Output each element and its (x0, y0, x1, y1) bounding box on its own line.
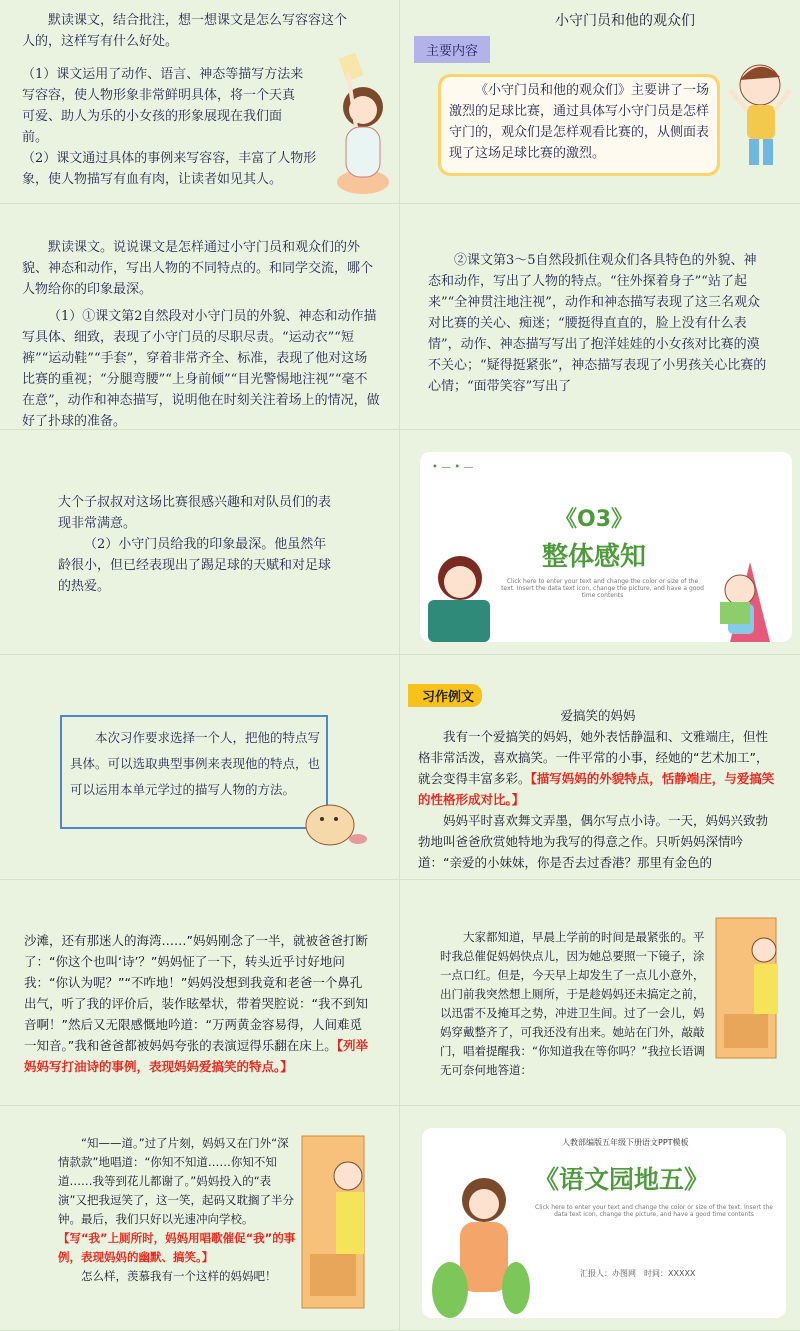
main-title: 《语文园地五》 (534, 1165, 710, 1194)
slide-9 (0, 880, 400, 1106)
time-label: 时间：XXXXX (644, 1269, 696, 1278)
hamster-illustration (300, 795, 370, 850)
section-title: 整体感知 (542, 542, 647, 572)
placeholder-text: Click here to enter your text and change the color or size of the text. Insert the data text icon, change the picture, and have a good time contents (535, 1204, 773, 1218)
essay-text (24, 930, 374, 1077)
teacher-illustration (430, 1170, 530, 1318)
main-content-badge: 主要内容 (414, 36, 490, 63)
essay-paragraph-4: 大家都知道，早晨上学前的时间是最紧张的。平时我总催促妈妈快点儿，因为她总要照一下镜子，涂一点口红。但是，今天早上却发生了一点儿小意外，出门前我突然想上厕所，于是趁妈妈还未搞定之前，以迅雷不及掩耳之势，冲进卫生间。过了一会儿，妈妈穿戴整齐了，可我还没有出来。她站在门外，敲敲门，唱着提醒我：“你知道我在等你吗？”我拉长语调无可奈何地答道： (440, 930, 705, 1077)
slide-8 (400, 655, 800, 880)
essay-paragraph-6: 怎么样，羡慕我有一个这样的妈妈吧！ (81, 1269, 277, 1283)
slide-4-text (428, 250, 768, 397)
essay-paragraph-1: 我有一个爱搞笑的妈妈，她外表恬静温和、文雅端庄，但性格非常活泼，喜欢搞笑。一件平常的小事，经她的“艺术加工”，就会变得丰富多彩。【描写妈妈的外貌特点，恬静端庄，与爱搞笑的性格形成对比。】 (418, 729, 775, 807)
example-essay-badge: 习作例文 (408, 684, 482, 707)
point-1: （1）①课文第2自然段对小守门员的外貌、神态和动作描写具体、细致，表现了小守门员的尽职尽责。“运动衣”“短裤”“运动鞋”“手套”，穿着非常齐全、标准，表现了他对这场比赛的重视；“分腿弯腰”“上身前倾”“目光警惕地注视”“毫不在意”，动作和神态描写，说明他在时刻关注着场上的情况，做好了扑球的准备。 (22, 309, 380, 429)
slide-6 (400, 430, 800, 655)
placeholder-text: Click here to enter your text and change the color or size of the text. Insert the data text icon, change the picture, and have a good time contents (501, 578, 704, 599)
reporter-label: 汇报人：办图网 (580, 1269, 636, 1278)
point-2: （2）课文通过具体的事例来写容容，丰富了人物形象，使人物描写有血有肉，让读者如见其人。 (22, 151, 317, 187)
essay-text (440, 928, 715, 1080)
slide-12 (400, 1106, 800, 1331)
point-2: （2）小守门员给我的印象最深。他虽然年龄很小，但已经表现出了踢足球的天赋和对足球的热爱。 (58, 537, 332, 594)
annotation-red: 【写“我”上厕所时，妈妈用唱歌催促“我”的事例，表现妈妈的幽默、搞笑。】 (58, 1231, 296, 1264)
point-2: ②课文第3～5自然段抓住观众们各具特色的外貌、神态和动作，写出了人物的特点。“往外探着身子”“站了起来”“全神贯注地注视”，动作和神态描写表现了这三名观众对比赛的关心、痴迷；“腰挺得直直的，脸上没有什么表情”，动作、神态描写写出了抱洋娃娃的小女孩对比赛的漠不关心；“疑得挺紧张”，神态描写表现了小男孩关心比赛的心情；“面带笑容”写出了 (428, 253, 767, 394)
slide-10 (400, 880, 800, 1106)
slide-1 (0, 0, 400, 204)
slide-7 (0, 655, 400, 880)
slide-1-text (22, 10, 352, 190)
mom-at-door-illustration (712, 914, 792, 1064)
intro-text: 默读课文，结合批注，想一想课文是怎么写容容这个人的，这样写有什么好处。 (22, 13, 348, 49)
annotation-red: 【描写妈妈的外貌特点，恬静端庄，与爱搞笑的性格形成对比。】 (418, 771, 775, 807)
slide-2 (400, 0, 800, 204)
boy-cheering-illustration (725, 55, 795, 175)
point-1: （1）课文运用了动作、语言、神态等描写方法来写容容，使人物形象非常鲜明具体，将一个天真可爱、助人为乐的小女孩的形象展现在我们面前。 (22, 67, 304, 145)
essay-text (418, 705, 778, 873)
slide-11 (0, 1106, 400, 1331)
title-card (422, 1128, 786, 1318)
section-number: 《O3》 (555, 507, 634, 532)
essay-title: 爱搞笑的妈妈 (560, 708, 636, 723)
intro-text: 默读课文。说说课文是怎样通过小守门员和观众们的外貌、神态和动作，写出人物的不同特点的。和同学交流，哪个人物给你的印象最深。 (22, 240, 374, 297)
summary-box (438, 74, 720, 176)
slide-3-text (22, 237, 380, 430)
essay-paragraph-3: 沙滩，还有那迷人的海湾……”妈妈刚念了一半，就被爸爸打断了：“你这个也叫‘诗’？”妈妈怔了一下，转头近乎讨好地问我：“你认为呢？”“不咋地！”妈妈没想到我竟和老爸一个鼻孔出气，听了我的评价后，装作眩晕状，带着哭腔说：“我不到知音啊！”然后又无限感慨地吟道：“万两黄金容易得，人间难觅一知音。”我和爸爸都被妈妈夸张的表演逗得乐翻在床上。【列举妈妈写打油诗的事例，表现妈妈爱搞笑的特点。】 (24, 933, 368, 1074)
subtitle: 人教部编版五年级下册语文PPT模板 (562, 1138, 689, 1147)
point-continued: 大个子叔叔对这场比赛很感兴趣和对队员们的表现非常满意。 (58, 495, 332, 531)
slide-2-title: 小守门员和他的观众们 (555, 13, 695, 29)
slide-5-text (58, 492, 338, 597)
slide-4 (400, 204, 800, 430)
essay-text (58, 1134, 298, 1286)
dash-decoration: • — • — (432, 462, 474, 473)
writing-task-frame (60, 715, 328, 829)
annotation-red: 【列举妈妈写打油诗的事例，表现妈妈爱搞笑的特点。】 (24, 1038, 368, 1074)
reading-kids-illustration (420, 542, 800, 652)
mom-at-door-illustration (298, 1132, 380, 1312)
essay-paragraph-5: “知——道。”过了片刻，妈妈又在门外“深情款款”地唱道：“你知不知道……你知不知道……我等到花儿都谢了。”妈妈投入的“表演”又把我逗笑了，这一笑，起码又耽搁了半分钟。最后，我们只好以光速冲向学校。【写“我”上厕所时，妈妈用唱歌催促“我”的事例，表现妈妈的幽默、搞笑。】 (58, 1136, 296, 1264)
slide-5 (0, 430, 400, 655)
slide-3 (0, 204, 400, 430)
girl-with-paper-illustration (328, 52, 398, 197)
writing-task-text: 本次习作要求选择一个人，把他的特点写具体。可以选取典型事例来表现他的特点，也可以运用本单元学过的描写人物的方法。 (70, 730, 321, 797)
essay-paragraph-2: 妈妈平时喜欢舞文弄墨，偶尔写点小诗。一天，妈妈兴致勃勃地叫爸爸欣赏她特地为我写的得意之作。只听妈妈深情吟道：“亲爱的小妹妹，你是否去过香港？那里有金色的 (418, 813, 769, 870)
summary-text: 《小守门员和他的观众们》主要讲了一场激烈的足球比赛，通过具体写小守门员是怎样守门的，观众们是怎样观看比赛的，从侧面表现了这场足球比赛的激烈。 (441, 77, 717, 173)
